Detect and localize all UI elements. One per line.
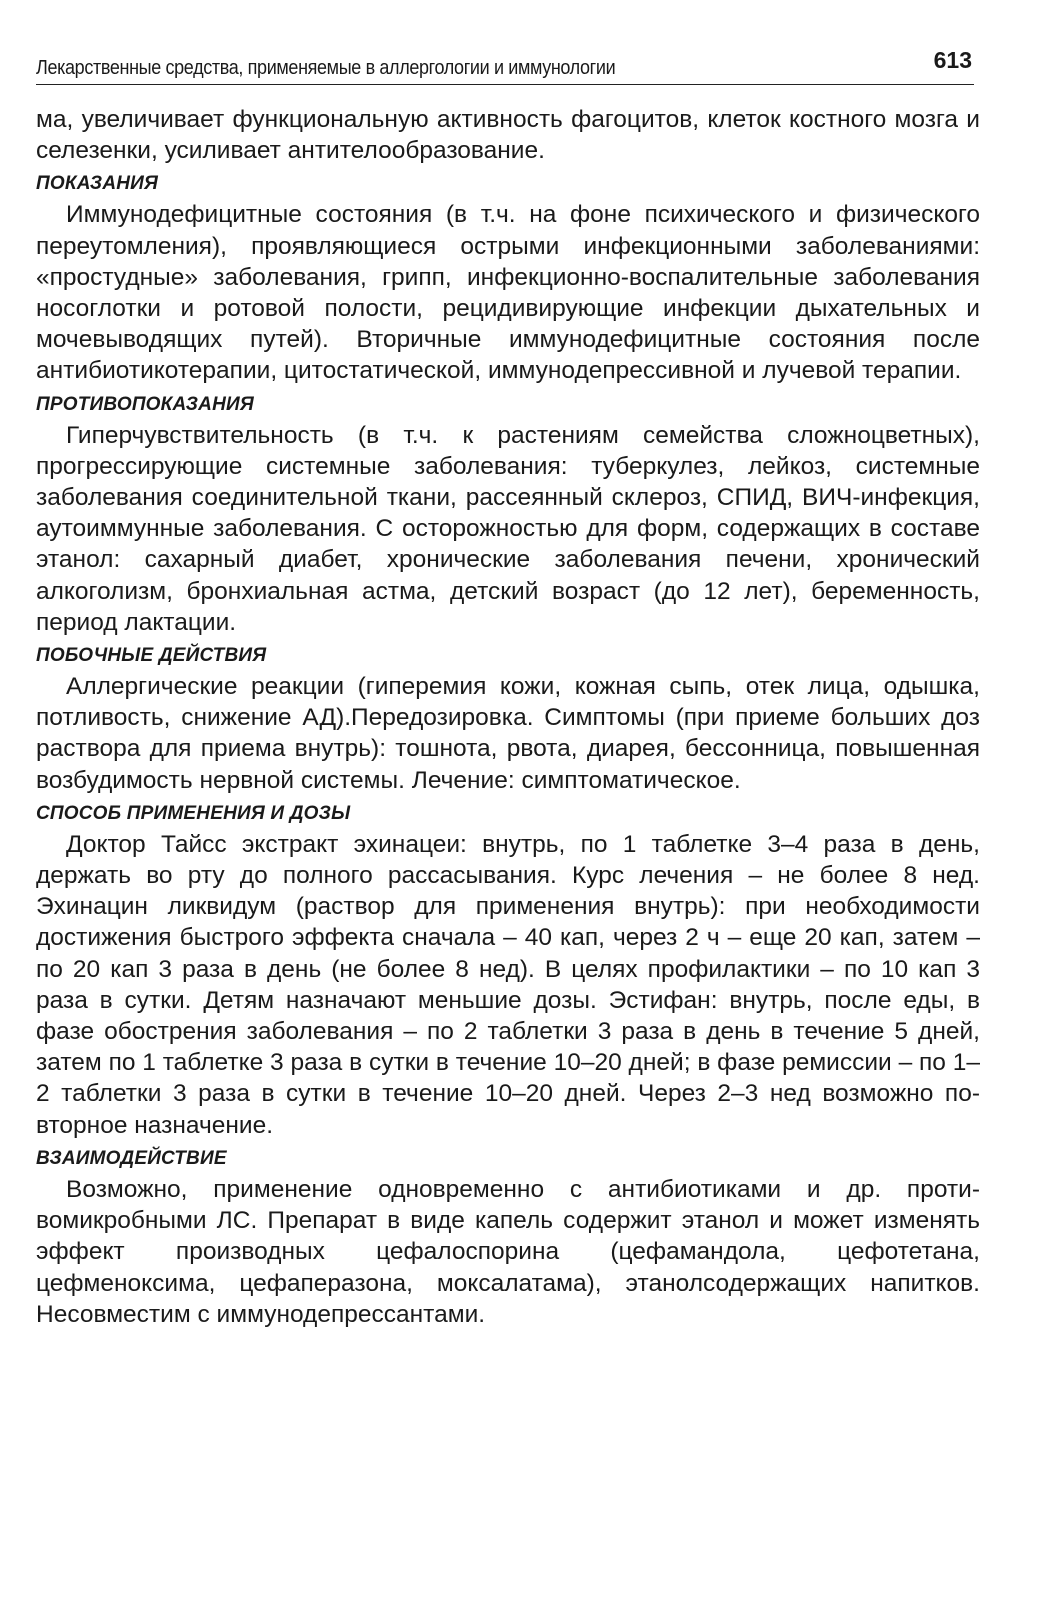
intro-paragraph: ма, увеличивает функциональную активность фагоцитов, клеток костного мозга и селезенки, усиливает антителообразование.: [36, 106, 980, 165]
running-title: Лекарственные средства, применяемые в аллергологии и иммунологии: [36, 57, 616, 79]
section-text-dosage: Доктор Тайсс экстракт эхинацеи: внутрь, по 1 таблетке 3–4 раза в день, держать во рту до полного рассасывания. Курс лечения – не более 8 нед. Эхинацин ликвидум (раствор для применения внутрь): при необходимости достижения быстрого эффекта сначала – 40 кап, через 2 ч – еще 20 кап, затем – по 20 кап 3 раза в день (не более 8 нед). В целях профилактики – по 10 кап 3 раза в сутки. Детям назначают меньшие дозы. Эстифан: внутрь, после еды, в фазе обострения заболевания – по 2 таблетки 3 раза в день в течение 5 дней, затем по 1 таблетке 3 раза в сутки в течение 10–20 дней; в фазе ремиссии – по 1–2 таблетки 3 раза в сутки в течение 10–20 дней. Через 2–3 нед возможно повторное назначение.: [36, 830, 980, 1139]
section-heading-dosage: СПОСОБ ПРИМЕНЕНИЯ И ДОЗЫ: [36, 802, 351, 824]
section-heading-interactions: ВЗАИМОДЕЙСТВИЕ: [36, 1147, 227, 1169]
section-text-contraindications: Гиперчувствительность (в т.ч. к растениям семейства сложноцветных), прогрессирующие системные заболевания: туберкулез, лейкоз, системные заболевания соединительной ткани, рассеянный склероз, СПИД, ВИЧ-инфекция, аутоиммунные заболевания. С осторожностью для форм, содержащих в составе этанол: сахарный диабет, хронические заболевания печени, хронический алкоголизм, бронхиальная астма, детский возраст (до 12 лет), беременность, период лактации.: [36, 421, 980, 636]
section-heading-contraindications: ПРОТИВОПОКАЗАНИЯ: [36, 393, 254, 415]
page-number: 613: [933, 47, 972, 73]
section-text-indications: Иммунодефицитные состояния (в т.ч. на фоне психического и физического переутомления), проявляющиеся острыми инфекционными заболеваниями: «простудные» заболевания, грипп, инфекционно-воспалительные заболевания носоглотки и ротовой полости, рецидивирующие инфекции дыхательных и мочевыводящих путей). Вторичные иммунодефицитные состояния после антибиотикотерапии, цитостатической, иммунодепрессивной и лучевой терапии.: [36, 201, 980, 385]
section-text-interactions: Возможно, применение одновременно с антибиотиками и др. противомикробными ЛС. Препарат в виде капель содержит этанол и может изменять эффект производных цефалоспорина (цефамандола, цефотетана, цефменоксима, цефаперазона, моксалатама), этанолсодержащих напитков. Несовместим с иммунодепрессантами.: [36, 1175, 980, 1328]
section-text-side-effects: Аллергические реакции (гиперемия кожи, кожная сыпь, отек лица, одышка, потливость, снижение АД).Передозировка. Симптомы (при приеме больших доз раствора для приема внутрь): тошнота, рвота, диарея, бессонница, повышенная возбудимость нервной системы. Лечение: симптоматическое.: [36, 673, 980, 794]
document-body: [36, 104, 980, 1330]
section-heading-side-effects: ПОБОЧНЫЕ ДЕЙСТВИЯ: [36, 645, 267, 667]
section-heading-indications: ПОКАЗАНИЯ: [36, 173, 159, 195]
running-header: [36, 44, 974, 85]
